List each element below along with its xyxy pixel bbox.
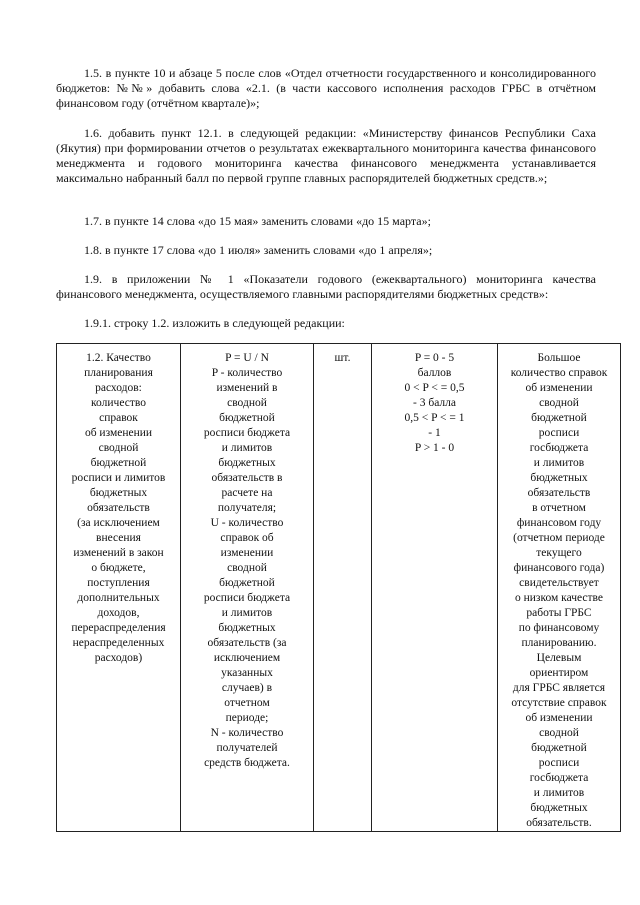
- indicator-name-cell: [57, 344, 181, 832]
- cell-line: планированию.: [521, 637, 597, 649]
- cell-line: для ГРБС является: [512, 682, 606, 694]
- cell-line: баллов: [417, 367, 452, 379]
- cell-line: и лимитов: [533, 787, 585, 799]
- cell-line: количество: [91, 397, 146, 409]
- cell-line: обязательств.: [526, 817, 592, 829]
- cell-line: Целевым: [536, 652, 582, 664]
- indicator-table: [56, 343, 621, 832]
- cell-line: росписи бюджета: [203, 592, 291, 604]
- cell-line: работы ГРБС: [526, 607, 592, 619]
- cell-line: обязательств: [87, 502, 150, 514]
- formula-cell: [181, 344, 314, 832]
- cell-line: бюджетной: [531, 412, 587, 424]
- paragraph-1-9-1: 1.9.1. строку 1.2. изложить в следующей редакции:: [84, 316, 345, 330]
- cell-line: обязательств: [527, 487, 591, 499]
- cell-line: сводной: [227, 397, 267, 409]
- cell-line: получателей: [216, 742, 278, 754]
- cell-line: бюджетной: [90, 457, 147, 469]
- cell-line: обязательств (за: [207, 637, 287, 649]
- cell-line: бюджетных: [530, 472, 588, 484]
- cell-line: справок: [99, 412, 138, 424]
- cell-line: росписи: [538, 427, 580, 439]
- cell-line: расходов:: [95, 382, 142, 394]
- cell-line: отчетном: [224, 697, 270, 709]
- cell-line: сводной: [98, 442, 139, 454]
- cell-line: количество справок: [510, 367, 608, 379]
- cell-line: сводной: [227, 562, 267, 574]
- cell-line: нераспределенных: [72, 637, 165, 649]
- cell-line: о низком качестве: [515, 592, 603, 604]
- cell-line: по финансовому: [518, 622, 600, 634]
- cell-line: (за исключением: [77, 517, 160, 529]
- cell-line: госбюджета: [529, 772, 589, 784]
- cell-line: - 1: [428, 427, 441, 439]
- cell-line: средств бюджета.: [204, 757, 290, 769]
- cell-line: внесения: [96, 532, 141, 544]
- cell-line: бюджетных: [530, 802, 588, 814]
- cell-line: финансового года): [513, 562, 605, 574]
- cell-line: об изменении: [525, 712, 593, 724]
- cell-line: исключением: [213, 652, 281, 664]
- cell-line: финансовом году: [516, 517, 602, 529]
- paragraph-1-6: 1.6. добавить пункт 12.1. в следующей редакции: «Министерству финансов Республики Саха (Якутия) при формировании отчетов о результатах ежеквартального мониторинга качества финансового менеджмента и годового мониторинга качества финансового менеджмента устанавливается максимально набранный балл по первой группе главных распорядителей бюджетных средств.»;: [56, 126, 596, 185]
- cell-line: об изменении: [84, 427, 153, 439]
- cell-line: 1.2. Качество: [86, 352, 151, 364]
- unit-cell: [314, 344, 372, 832]
- cell-line: текущего: [536, 547, 582, 559]
- cell-line: бюджетных: [89, 487, 148, 499]
- cell-line: N - количество: [210, 727, 284, 739]
- cell-line: бюджетных: [218, 457, 276, 469]
- cell-line: бюджетной: [531, 742, 587, 754]
- cell-line: обязательств в: [211, 472, 283, 484]
- cell-line: поступления: [87, 577, 150, 589]
- cell-line: росписи: [538, 757, 580, 769]
- cell-line: - 3 балла: [413, 397, 456, 409]
- cell-line: изменений в: [216, 382, 278, 394]
- paragraph-1-8: 1.8. в пункте 17 слова «до 1 июля» заменить словами «до 1 апреля»;: [84, 243, 433, 257]
- cell-line: доходов,: [97, 607, 140, 619]
- cell-line: шт.: [334, 352, 351, 364]
- cell-line: 0 < P < = 0,5: [404, 382, 465, 394]
- cell-line: в отчетном: [532, 502, 586, 514]
- cell-line: расчете на: [221, 487, 273, 499]
- table-row: [57, 344, 621, 832]
- cell-line: дополнительных: [77, 592, 160, 604]
- cell-line: отсутствие справок: [511, 697, 607, 709]
- cell-line: госбюджета: [529, 442, 589, 454]
- cell-line: получателя;: [217, 502, 277, 514]
- cell-line: справок об: [220, 532, 274, 544]
- cell-line: росписи бюджета: [203, 427, 291, 439]
- cell-line: расходов): [94, 652, 143, 664]
- paragraph-1-5: 1.5. в пункте 10 и абзаце 5 после слов «Отдел отчетности государственного и консолидированного бюджетов: №№» добавить слова «2.1. (в части кассового исполнения расходов ГРБС в отчётном финансовом году (отчётном квартале)»;: [56, 66, 596, 110]
- cell-line: ориентиром: [529, 667, 589, 679]
- cell-line: Большое: [537, 352, 581, 364]
- cell-line: о бюджете,: [91, 562, 146, 574]
- cell-line: бюджетной: [219, 577, 275, 589]
- cell-line: бюджетных: [218, 622, 276, 634]
- cell-line: росписи и лимитов: [71, 472, 166, 484]
- cell-line: случаев) в: [221, 682, 273, 694]
- score-cell: [372, 344, 498, 832]
- cell-line: U - количество: [210, 517, 284, 529]
- cell-line: бюджетной: [219, 412, 275, 424]
- cell-line: периоде;: [225, 712, 269, 724]
- cell-line: и лимитов: [221, 442, 273, 454]
- cell-line: изменений в закон: [73, 547, 164, 559]
- cell-line: P = U / N: [225, 352, 269, 364]
- cell-line: об изменении: [525, 382, 593, 394]
- cell-line: P - количество: [211, 367, 283, 379]
- paragraph-1-9: 1.9. в приложении № 1 «Показатели годового (ежеквартального) мониторинга качества финансового менеджмента, осуществляемого главными распорядителями бюджетных средств»:: [56, 272, 596, 301]
- cell-line: и лимитов: [221, 607, 273, 619]
- cell-line: изменении: [220, 547, 274, 559]
- cell-line: P > 1 - 0: [414, 442, 455, 454]
- cell-line: перераспределения: [71, 622, 166, 634]
- cell-line: (отчетном периоде: [513, 532, 605, 544]
- paragraph-1-7: 1.7. в пункте 14 слова «до 15 мая» заменить словами «до 15 марта»;: [84, 214, 431, 228]
- cell-line: указанных: [221, 667, 273, 679]
- cell-line: P = 0 - 5: [414, 352, 455, 364]
- cell-line: планирования: [84, 367, 153, 379]
- comment-cell: [498, 344, 621, 832]
- cell-line: и лимитов: [533, 457, 585, 469]
- cell-line: свидетельствует: [519, 577, 599, 589]
- cell-line: 0,5 < P < = 1: [404, 412, 465, 424]
- cell-line: сводной: [539, 727, 579, 739]
- cell-line: сводной: [539, 397, 579, 409]
